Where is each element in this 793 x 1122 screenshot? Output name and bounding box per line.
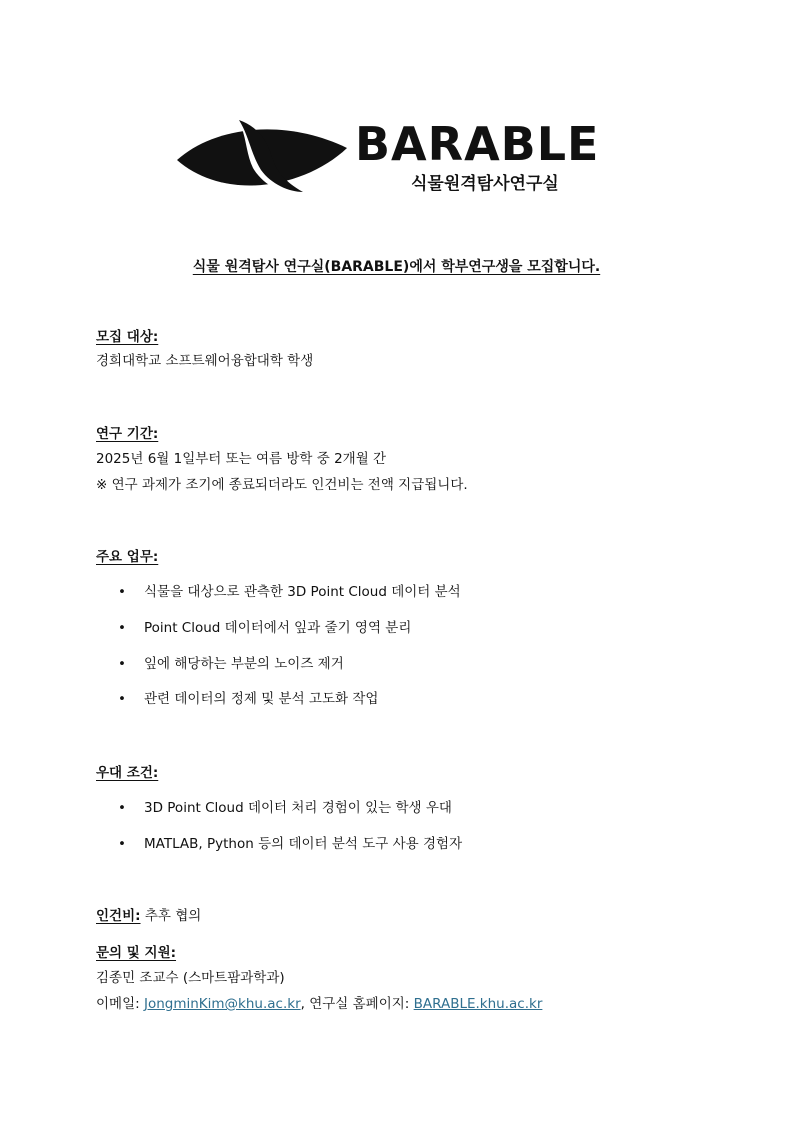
bullet: • (118, 584, 126, 600)
bullet: • (118, 836, 126, 852)
pay-line (96, 906, 201, 926)
email-label: 이메일: (96, 996, 144, 1012)
email-link[interactable]: JongminKim@khu.ac.kr (143, 996, 301, 1012)
target-heading: 모집 대상: (96, 329, 159, 345)
contact-links (96, 994, 542, 1014)
logo-subtitle: 식물원격탐사연구실 (411, 174, 559, 194)
period-note: ※ 연구 과제가 조기에 종료되더라도 인건비는 전액 지급됩니다. (96, 477, 468, 493)
preference-heading: 우대 조건: (96, 765, 159, 781)
homepage-label: , 연구실 홈페이지: (300, 996, 414, 1012)
contact-person: 김종민 조교수 (스마트팜과학과) (96, 970, 285, 986)
list-item: 관련 데이터의 정제 및 분석 고도화 작업 (144, 691, 379, 707)
target-text: 경희대학교 소프트웨어융합대학 학생 (96, 353, 314, 369)
bullet: • (118, 800, 126, 816)
list-item: 식물을 대상으로 관측한 3D Point Cloud 데이터 분석 (144, 584, 461, 600)
list-item: 잎에 해당하는 부분의 노이즈 제거 (144, 656, 344, 672)
logo-wordmark: BARABLE (355, 117, 600, 171)
pay-heading: 인건비: (96, 908, 141, 924)
pay-value: 추후 협의 (140, 908, 202, 924)
duties-heading: 주요 업무: (96, 549, 159, 565)
bullet: • (118, 656, 126, 672)
list-item: MATLAB, Python 등의 데이터 분석 도구 사용 경험자 (144, 836, 463, 852)
eye-icon (175, 112, 350, 207)
homepage-link[interactable]: BARABLE.khu.ac.kr (413, 996, 543, 1012)
bullet: • (118, 620, 126, 636)
period-text: 2025년 6월 1일부터 또는 여름 방학 중 2개월 간 (96, 451, 387, 467)
contact-heading: 문의 및 지원: (96, 945, 177, 961)
bullet: • (118, 691, 126, 707)
list-item: Point Cloud 데이터에서 잎과 줄기 영역 분리 (144, 620, 412, 636)
lab-logo (175, 112, 625, 207)
period-heading: 연구 기간: (96, 426, 159, 442)
page-title: 식물 원격탐사 연구실(BARABLE)에서 학부연구생을 모집합니다. (192, 259, 601, 275)
list-item: 3D Point Cloud 데이터 처리 경험이 있는 학생 우대 (144, 800, 452, 816)
